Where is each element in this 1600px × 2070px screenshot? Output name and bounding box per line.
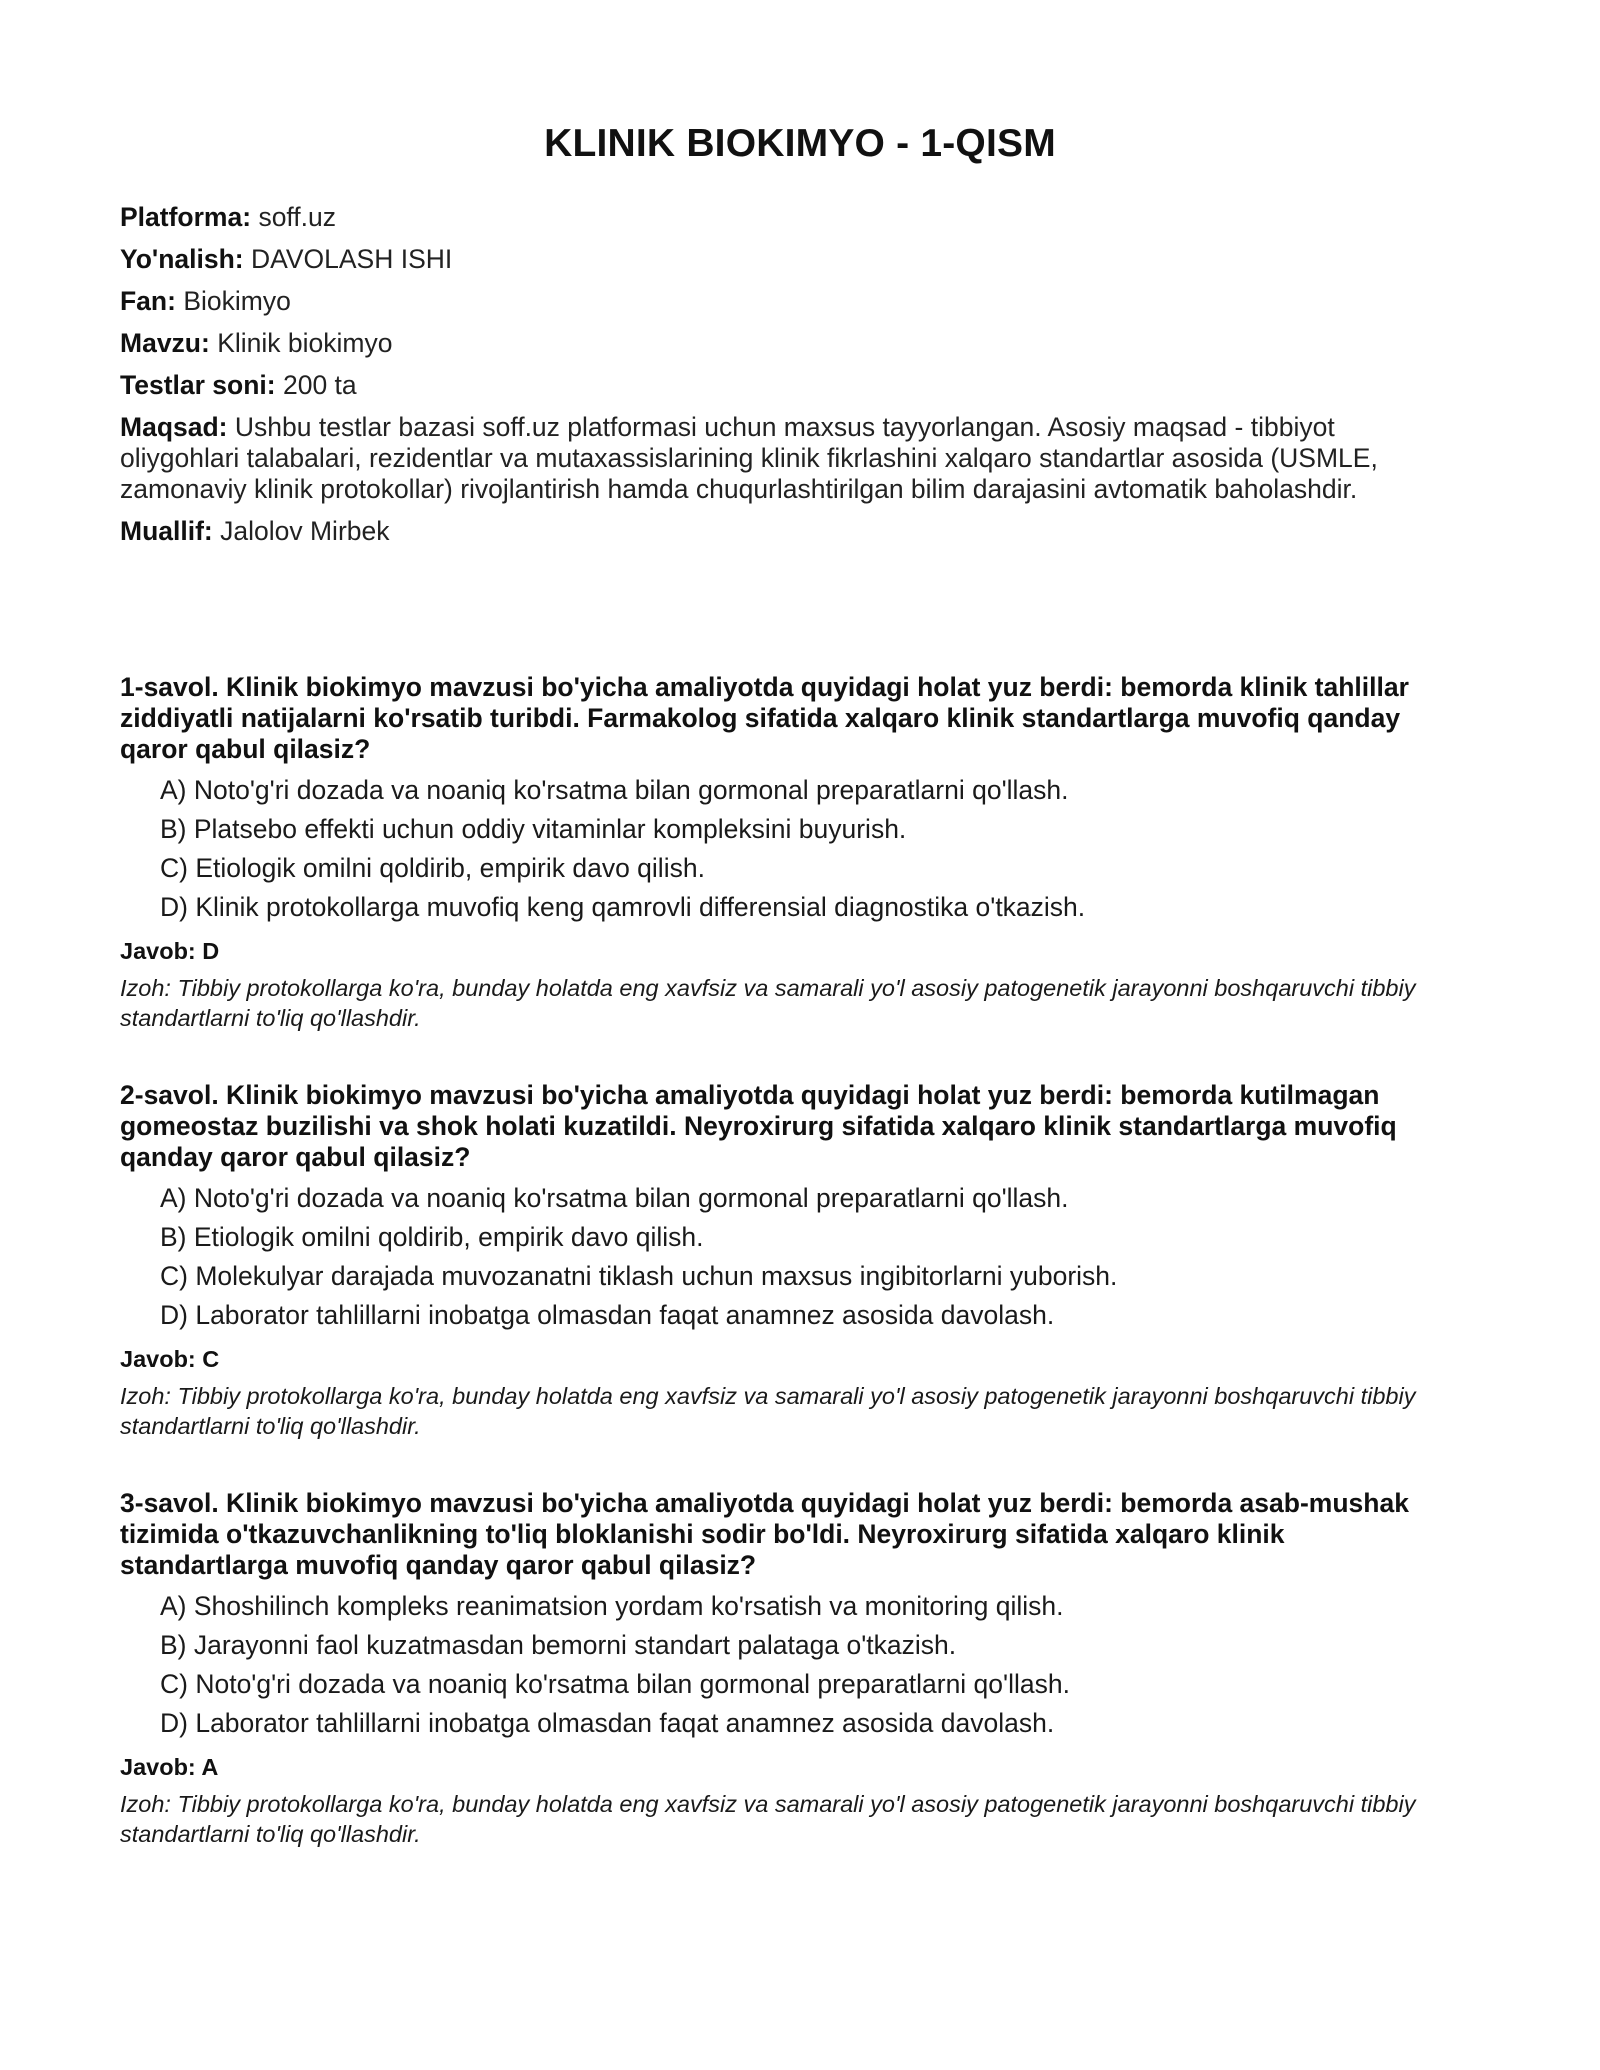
question-item bbox=[120, 1080, 1450, 1488]
metadata-block bbox=[120, 202, 1450, 558]
meta-direction bbox=[120, 244, 1450, 275]
answer-option-d: D) Klinik protokollarga muvofiq keng qamrovli differensial diagnostika o'tkazish. bbox=[160, 892, 1086, 922]
question-text: 3-savol. Klinik biokimyo mavzusi bo'yicha amaliyotda quyidagi holat yuz berdi: bemorda asab-mushak tizimida o'tkazuvchanlikning to'liq bloklanishi sodir bo'ldi. Neyroxirurg sifatida xalqaro klinik standartlarga muvofiq qanday qaror qabul qilasiz? bbox=[120, 1488, 1409, 1580]
meta-topic bbox=[120, 328, 1450, 359]
answer-option-a: A) Noto'g'ri dozada va noaniq ko'rsatma bilan gormonal preparatlarni qo'llash. bbox=[160, 1183, 1069, 1213]
meta-value: Klinik biokimyo bbox=[217, 328, 393, 358]
question-item bbox=[120, 1488, 1450, 1896]
answer-option-c: C) Etiologik omilni qoldirib, empirik davo qilish. bbox=[160, 853, 705, 883]
meta-platform bbox=[120, 202, 1450, 233]
correct-answer: Javob: D bbox=[120, 938, 220, 964]
meta-label: Fan: bbox=[120, 286, 176, 316]
meta-label: Platforma: bbox=[120, 202, 252, 232]
meta-value: Jalolov Mirbek bbox=[220, 516, 390, 546]
meta-label: Mavzu: bbox=[120, 328, 210, 358]
meta-purpose bbox=[120, 412, 1450, 505]
answer-option-d: D) Laborator tahlillarni inobatga olmasdan faqat anamnez asosida davolash. bbox=[160, 1300, 1055, 1330]
meta-label: Maqsad: bbox=[120, 412, 228, 442]
meta-label: Muallif: bbox=[120, 516, 213, 546]
meta-value: DAVOLASH ISHI bbox=[250, 244, 453, 274]
answer-option-c: C) Molekulyar darajada muvozanatni tiklash uchun maxsus ingibitorlarni yuborish. bbox=[160, 1261, 1118, 1291]
answer-option-b: B) Platsebo effekti uchun oddiy vitaminlar kompleksini buyurish. bbox=[160, 814, 907, 844]
correct-answer: Javob: A bbox=[120, 1754, 219, 1780]
answer-option-a: A) Shoshilinch kompleks reanimatsion yordam ko'rsatish va monitoring qilish. bbox=[160, 1591, 1064, 1621]
page-title: KLINIK BIOKIMYO - 1-QISM bbox=[544, 122, 1056, 165]
answer-explanation: Izoh: Tibbiy protokollarga ko'ra, bunday holatda eng xavfsiz va samarali yo'l asosiy patogenetik jarayonni boshqaruvchi tibbiy standartlarni to'liq qo'llashdir. bbox=[120, 1383, 1416, 1439]
question-text: 1-savol. Klinik biokimyo mavzusi bo'yicha amaliyotda quyidagi holat yuz berdi: bemorda klinik tahlillar ziddiyatli natijalarni ko'rsatib turibdi. Farmakolog sifatida xalqaro klinik standartlarga muvofiq qanday qaror qabul qilasiz? bbox=[120, 672, 1409, 764]
answer-option-b: B) Etiologik omilni qoldirib, empirik davo qilish. bbox=[160, 1222, 704, 1252]
answer-option-b: B) Jarayonni faol kuzatmasdan bemorni standart palataga o'tkazish. bbox=[160, 1630, 957, 1660]
question-list bbox=[120, 672, 1450, 1896]
meta-subject bbox=[120, 286, 1450, 317]
answer-option-c: C) Noto'g'ri dozada va noaniq ko'rsatma bilan gormonal preparatlarni qo'llash. bbox=[160, 1669, 1070, 1699]
meta-value: 200 ta bbox=[282, 370, 357, 400]
meta-author bbox=[120, 516, 1450, 547]
question-item bbox=[120, 672, 1450, 1080]
answer-option-d: D) Laborator tahlillarni inobatga olmasdan faqat anamnez asosida davolash. bbox=[160, 1708, 1055, 1738]
answer-option-a: A) Noto'g'ri dozada va noaniq ko'rsatma bilan gormonal preparatlarni qo'llash. bbox=[160, 775, 1069, 805]
question-text: 2-savol. Klinik biokimyo mavzusi bo'yicha amaliyotda quyidagi holat yuz berdi: bemorda kutilmagan gomeostaz buzilishi va shok holati kuzatildi. Neyroxirurg sifatida xalqaro klinik standartlarga muvofiq qanday qaror qabul qilasiz? bbox=[120, 1080, 1397, 1172]
correct-answer: Javob: C bbox=[120, 1346, 220, 1372]
meta-value: soff.uz bbox=[258, 202, 337, 232]
meta-label: Yo'nalish: bbox=[120, 244, 244, 274]
answer-explanation: Izoh: Tibbiy protokollarga ko'ra, bunday holatda eng xavfsiz va samarali yo'l asosiy patogenetik jarayonni boshqaruvchi tibbiy standartlarni to'liq qo'llashdir. bbox=[120, 1791, 1416, 1847]
meta-value: Biokimyo bbox=[183, 286, 291, 316]
meta-label: Testlar soni: bbox=[120, 370, 276, 400]
meta-value: Ushbu testlar bazasi soff.uz platformasi uchun maxsus tayyorlangan. Asosiy maqsad - tibbiyot oliygohlari talabalari, rezidentlar va mutaxassislarining klinik fikrlashini xalqaro standartlar asosida (USMLE, zamonaviy klinik protokollar) rivojlantirish hamda chuqurlashtirilgan bilim darajasini avtomatik baholashdir. bbox=[120, 412, 1378, 504]
answer-explanation: Izoh: Tibbiy protokollarga ko'ra, bunday holatda eng xavfsiz va samarali yo'l asosiy patogenetik jarayonni boshqaruvchi tibbiy standartlarni to'liq qo'llashdir. bbox=[120, 975, 1416, 1031]
meta-test-count bbox=[120, 370, 1450, 401]
